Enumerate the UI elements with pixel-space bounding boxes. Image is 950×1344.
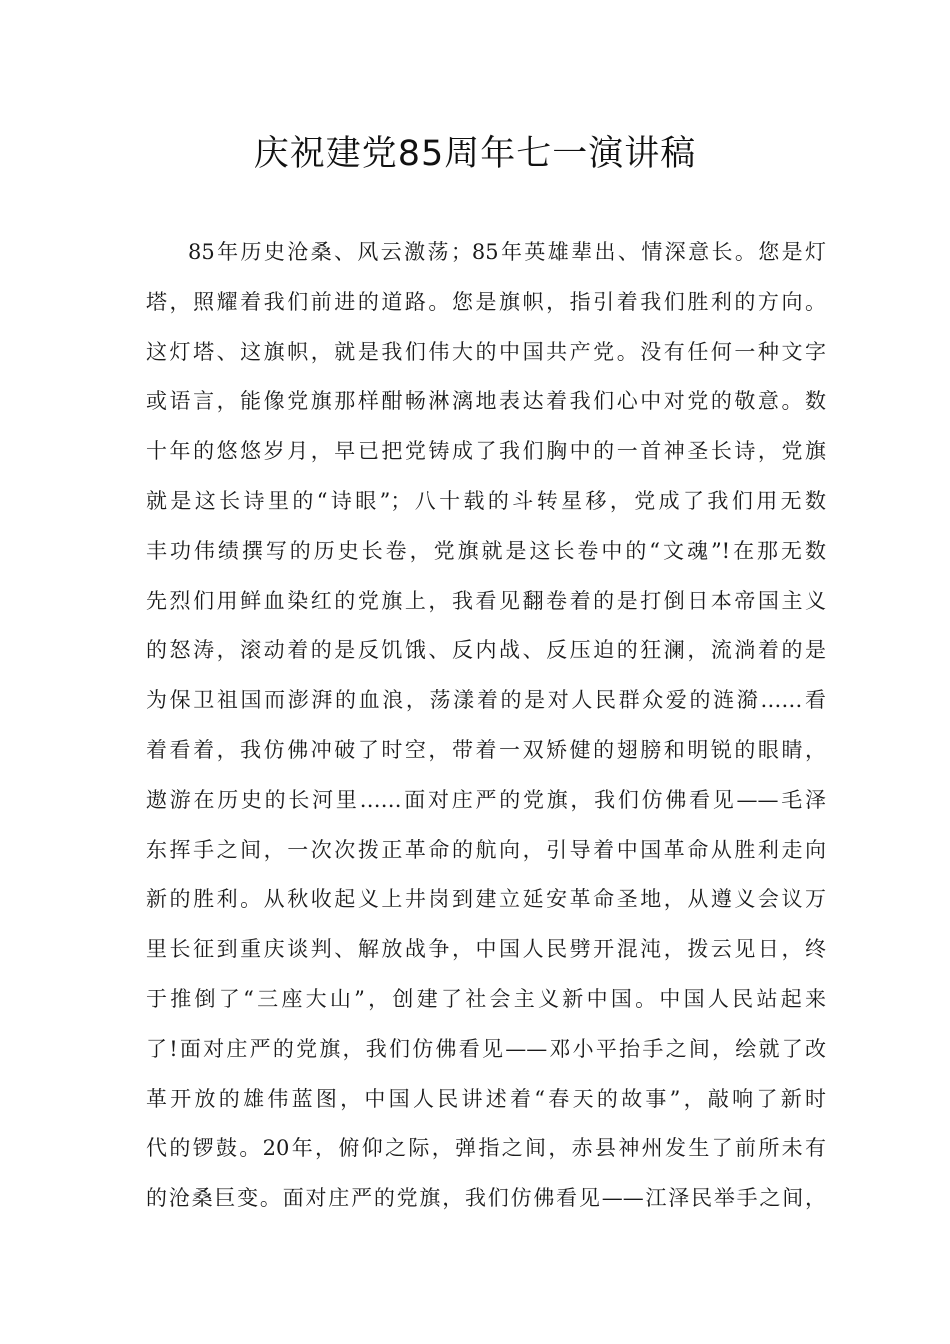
body-line: 85年历史沧桑、风云激荡；85年英雄辈出、情深意长。您是灯 <box>188 240 826 264</box>
body-line: 革开放的雄伟蓝图，中国人民讲述着“春天的故事”，敲响了新时 <box>146 1086 826 1111</box>
body-line: 塔，照耀着我们前进的道路。您是旗帜，指引着我们胜利的方向。 <box>146 289 826 314</box>
body-line: 新的胜利。从秋收起义上井岗到建立延安革命圣地，从遵义会议万 <box>146 887 826 912</box>
body-line: 东挥手之间，一次次拨正革命的航向，引导着中国革命从胜利走向 <box>146 837 826 862</box>
body-line: 的怒涛，滚动着的是反饥饿、反内战、反压迫的狂澜，流淌着的是 <box>146 638 826 663</box>
body-line: 就是这长诗里的“诗眼”；八十载的斗转星移，党成了我们用无数 <box>146 488 826 513</box>
body-line: 这灯塔、这旗帜，就是我们伟大的中国共产党。没有任何一种文字 <box>146 339 826 364</box>
body-line: 里长征到重庆谈判、解放战争，中国人民劈开混沌，拨云见日，终 <box>146 937 826 962</box>
body-line: 的沧桑巨变。面对庄严的党旗，我们仿佛看见——江泽民举手之间， <box>146 1186 826 1211</box>
document-title: 庆祝建党85周年七一演讲稿 <box>253 134 697 174</box>
body-line: 代的锣鼓。20年，俯仰之际，弹指之间，赤县神州发生了前所未有 <box>146 1136 826 1161</box>
body-line: 丰功伟绩撰写的历史长卷，党旗就是这长卷中的“文魂”!在那无数 <box>146 538 826 563</box>
body-line: 了!面对庄严的党旗，我们仿佛看见——邓小平抬手之间，绘就了改 <box>146 1036 826 1061</box>
body-line: 先烈们用鲜血染红的党旗上，我看见翻卷着的是打倒日本帝国主义 <box>146 588 826 613</box>
body-line: 或语言，能像党旗那样酣畅淋漓地表达着我们心中对党的敬意。数 <box>146 389 826 414</box>
body-line: 着看着，我仿佛冲破了时空，带着一双矫健的翅膀和明锐的眼睛， <box>146 737 826 762</box>
document-body <box>146 228 826 1224</box>
body-line: 遨游在历史的长河里……面对庄严的党旗，我们仿佛看见——毛泽 <box>146 787 826 812</box>
body-line: 十年的悠悠岁月，早已把党铸成了我们胸中的一首神圣长诗，党旗 <box>146 439 826 464</box>
body-line: 为保卫祖国而澎湃的血浪，荡漾着的是对人民群众爱的涟漪……看 <box>146 688 826 713</box>
body-line: 于推倒了“三座大山”，创建了社会主义新中国。中国人民站起来 <box>146 986 826 1011</box>
